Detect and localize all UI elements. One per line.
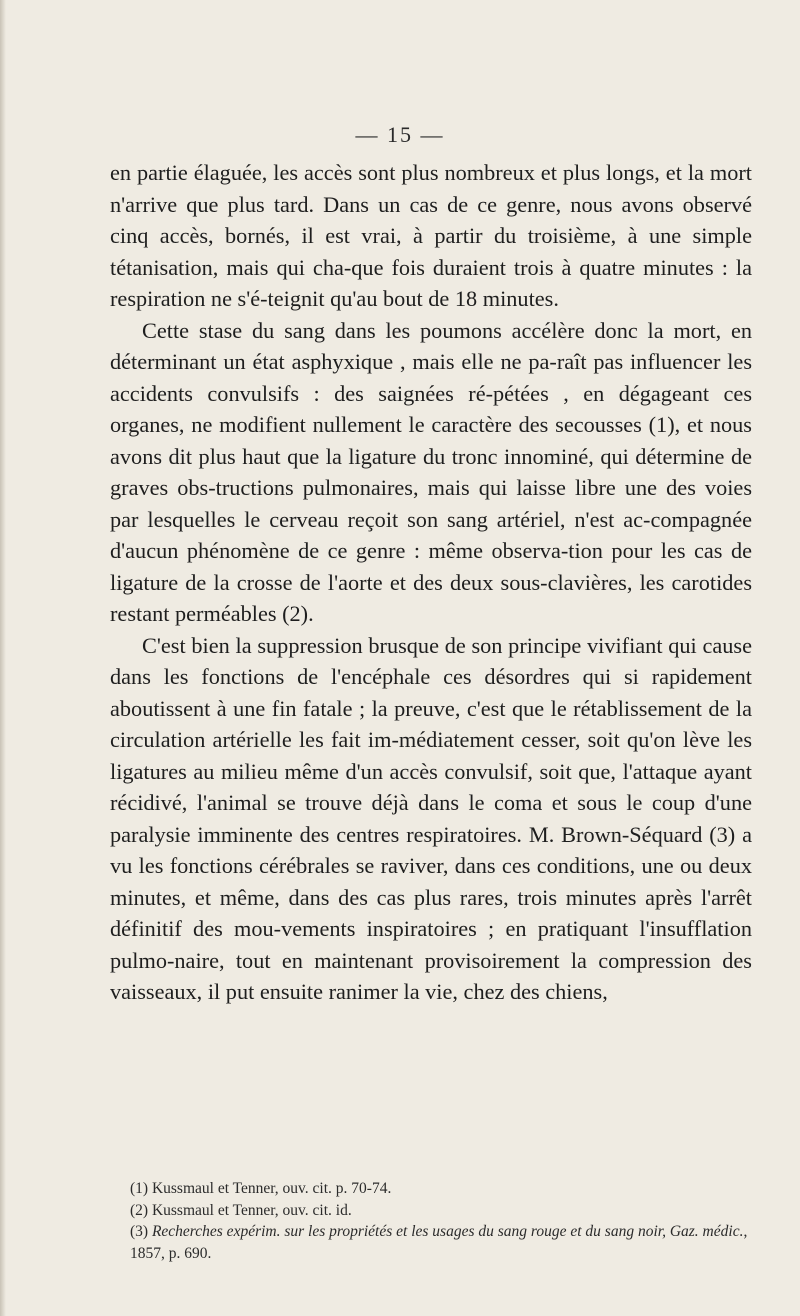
paragraph-2: Cette stase du sang dans les poumons accélère donc la mort, en déterminant un état asphyxique , mais elle ne pa-raît pas influencer les accidents convulsifs : des saignées ré-pétées , en dégageant ces organes, ne modifient nullement le caractère des secousses (1), et nous avons dit plus haut que la ligature du tronc innominé, qui détermine de graves obs-tructions pulmonaires, mais qui laisse libre une des voies par lesquelles le cerveau reçoit son sang artériel, n'est ac-compagnée d'aucun phénomène de ce genre : même observa-tion pour les cas de ligature de la crosse de l'aorte et des deux sous-clavières, les carotides restant perméables (2). xyxy=(110,317,752,626)
body-text xyxy=(110,157,752,1008)
footnote-3-number: (3) xyxy=(130,1223,152,1240)
paragraph-1: en partie élaguée, les accès sont plus nombreux et plus longs, et la mort n'arrive que plus tard. Dans un cas de ce genre, nous avons observé cinq accès, bornés, il est vrai, à partir du troisième, à une simple tétanisation, mais qui cha-que fois duraient trois à quatre minutes : la respiration ne s'é-teignit qu'au bout de 18 minutes. xyxy=(110,160,752,311)
page-edge-shadow xyxy=(0,0,6,1316)
footnote-separator xyxy=(112,1170,752,1171)
footnote-3-citation: , 1857, p. 690. xyxy=(130,1223,748,1262)
footnote-1: (1) Kussmaul et Tenner, ouv. cit. p. 70-74. xyxy=(130,1180,392,1197)
paragraph-3: C'est bien la suppression brusque de son principe vivifiant qui cause dans les fonctions de l'encéphale ces désordres qui si rapidement aboutissent à une fin fatale ; la preuve, c'est que le rétablissement de la circulation artérielle les fait im-médiatement cesser, soit qu'on lève les ligatures au milieu même d'un accès convulsif, soit que, l'attaque ayant récidivé, l'animal se trouve déjà dans le coma et sous le coup d'une paralysie imminente des centres respiratoires. M. Brown-Séquard (3) a vu les fonctions cérébrales se raviver, dans ces conditions, une ou deux minutes, et même, dans des cas plus rares, trois minutes après l'arrêt définitif des mou-vements inspiratoires ; en pratiquant l'insufflation pulmo-naire, tout en maintenant provisoirement la compression des vaisseaux, il put ensuite ranimer la vie, chez des chiens, xyxy=(110,632,752,1004)
footnote-3 xyxy=(110,1221,752,1264)
page-number: — 15 — xyxy=(355,122,445,147)
footnote-2: (2) Kussmaul et Tenner, ouv. cit. id. xyxy=(130,1201,352,1219)
footnotes xyxy=(110,1178,752,1264)
footnote-3-title: Recherches expérim. sur les propriétés et les usages du sang rouge et du sang noir, Gaz. médic. xyxy=(151,1223,744,1240)
